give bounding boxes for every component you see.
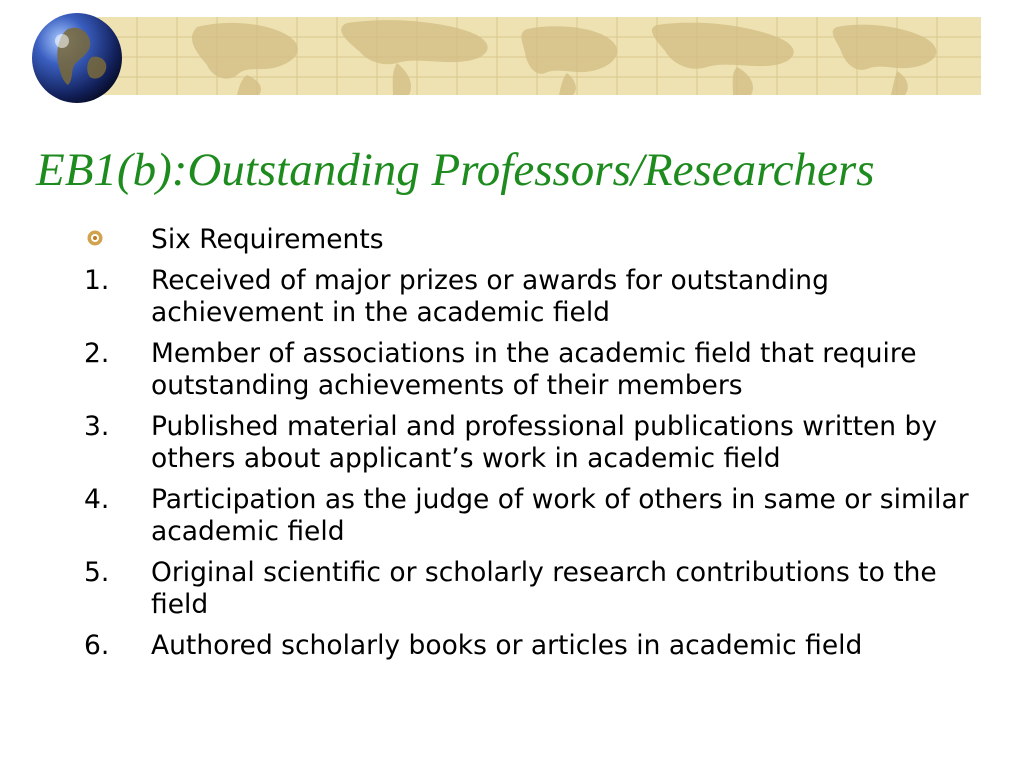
list-item bbox=[84, 338, 984, 402]
item-number: 2. bbox=[84, 338, 110, 369]
item-text: Member of associations in the academic field that require outstanding achievements of their members bbox=[151, 338, 917, 401]
list-intro bbox=[84, 224, 984, 256]
world-map-banner bbox=[97, 17, 981, 95]
item-number: 1. bbox=[84, 265, 110, 296]
item-number: 5. bbox=[84, 557, 110, 588]
requirements-list bbox=[84, 224, 984, 671]
item-text: Participation as the judge of work of others in same or similar academic field bbox=[151, 484, 969, 547]
item-text: Received of major prizes or awards for outstanding achievement in the academic field bbox=[151, 265, 829, 328]
item-text: Authored scholarly books or articles in academic field bbox=[151, 630, 863, 661]
list-item bbox=[84, 557, 984, 621]
intro-text: Six Requirements bbox=[151, 224, 384, 255]
page-title: EB1(b):Outstanding Professors/Researchers bbox=[36, 144, 875, 196]
item-number: 3. bbox=[84, 411, 110, 442]
item-text: Original scientific or scholarly research contributions to the field bbox=[151, 557, 937, 620]
item-text: Published material and professional publications written by others about applicant’s work in academic field bbox=[151, 411, 938, 474]
list-item bbox=[84, 265, 984, 329]
list-item bbox=[84, 630, 984, 662]
item-number: 4. bbox=[84, 484, 110, 515]
list-item bbox=[84, 484, 984, 548]
list-item bbox=[84, 411, 984, 475]
item-number: 6. bbox=[84, 630, 110, 661]
globe-icon bbox=[30, 11, 124, 105]
sun-bullet-icon bbox=[87, 230, 103, 246]
